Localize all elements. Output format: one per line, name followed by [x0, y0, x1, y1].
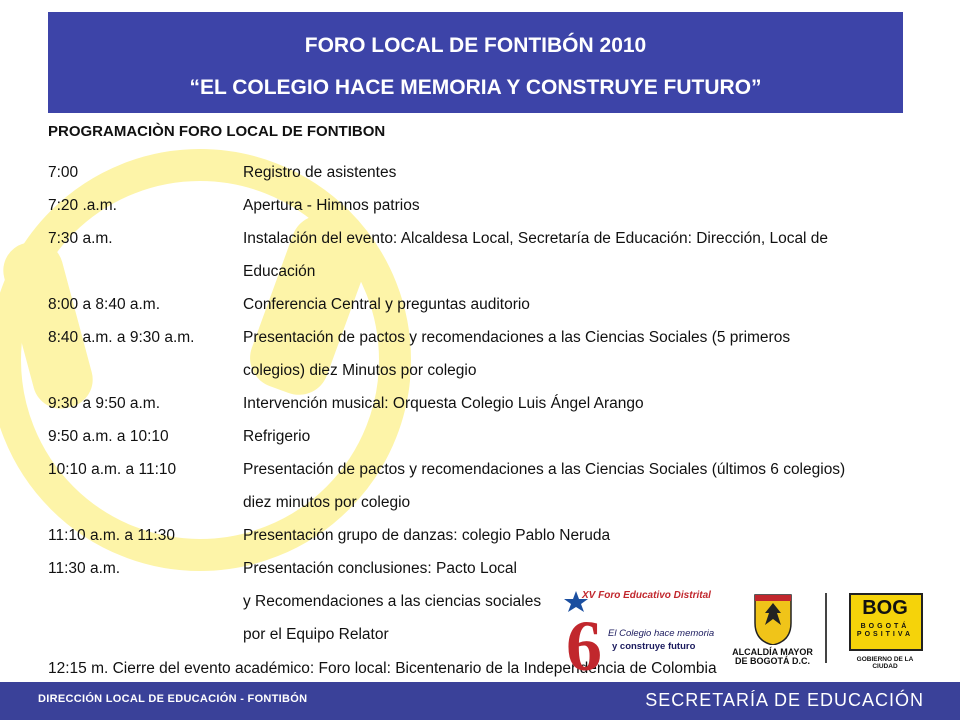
- logo-divider: [825, 593, 827, 663]
- footer-left-text: DIRECCIÓN LOCAL DE EDUCACIÓN - FONTIBÓN: [38, 693, 308, 705]
- schedule-desc-line: Instalación del evento: Alcaldesa Local, Secretaría de Educación: Dirección, Local de: [243, 230, 829, 247]
- schedule-time: 7:20 .a.m.: [48, 197, 117, 214]
- foro-logo-title: XV Foro Educativo Distrital: [582, 590, 711, 601]
- schedule-time: 7:00: [48, 164, 79, 181]
- schedule-desc-line: y Recomendaciones a las ciencias sociales: [243, 593, 542, 610]
- schedule-desc-line: Presentación de pactos y recomendaciones a las Ciencias Sociales (5 primeros: [243, 329, 791, 346]
- bog-wordmark: BOG: [862, 597, 908, 619]
- schedule-desc-line: por el Equipo Relator: [243, 626, 389, 643]
- header-banner: [48, 12, 903, 113]
- closing-line: 12:15 m. Cierre del evento académico: Foro local: Bicentenario de la Independencia de Colombia: [48, 660, 717, 677]
- schedule-desc: [243, 288, 903, 321]
- foro-logo-sub2: y construye futuro: [612, 641, 696, 652]
- footer-right-text: SECRETARÍA DE EDUCACIÓN: [645, 690, 924, 710]
- schedule-desc-line: Intervención musical: Orquesta Colegio Luis Ángel Arango: [243, 395, 644, 412]
- program-schedule: [48, 122, 908, 651]
- schedule-rows: [48, 156, 908, 651]
- schedule-desc-line: Refrigerio: [243, 428, 311, 445]
- bogota-positiva-logo: [845, 593, 925, 673]
- schedule-row: [48, 387, 908, 420]
- schedule-desc-line: Presentación de pactos y recomendaciones a las Ciencias Sociales (últimos 6 colegios): [243, 461, 846, 478]
- schedule-desc-line: Presentación grupo de danzas: colegio Pablo Neruda: [243, 527, 611, 544]
- bog-positiva-text: BOGOTÁ POSITIVA: [856, 623, 914, 638]
- page-title: FORO LOCAL DE FONTIBÓN 2010: [304, 34, 647, 57]
- schedule-desc: [243, 519, 903, 552]
- logo-strip: [560, 585, 940, 675]
- schedule-row: [48, 519, 908, 552]
- schedule-row: [48, 453, 908, 519]
- schedule-desc: [243, 222, 903, 288]
- coat-of-arms-icon: [753, 593, 793, 645]
- foro-logo: [560, 585, 720, 675]
- alcaldia-logo-text: ALCALDÍA MAYOR DE BOGOTÁ D.C.: [732, 647, 813, 666]
- svg-text:6: 6: [566, 606, 602, 675]
- schedule-row: [48, 189, 908, 222]
- program-title: PROGRAMACIÒN FORO LOCAL DE FONTIBON: [48, 123, 386, 140]
- schedule-desc-line: Apertura - Himnos patrios: [243, 197, 420, 214]
- schedule-desc-line: colegios) diez Minutos por colegio: [243, 362, 477, 379]
- gobierno-text: GOBIERNO DE LA CIUDAD: [856, 656, 914, 670]
- schedule-desc-line: Registro de asistentes: [243, 164, 397, 181]
- schedule-desc-line: Presentación conclusiones: Pacto Local: [243, 560, 517, 577]
- schedule-time: 9:30 a 9:50 a.m.: [48, 395, 161, 412]
- schedule-time: 11:30 a.m.: [48, 560, 121, 577]
- schedule-row: [48, 321, 908, 387]
- schedule-desc-line: diez minutos por colegio: [243, 494, 411, 511]
- schedule-desc: [243, 189, 903, 222]
- schedule-row: [48, 288, 908, 321]
- schedule-desc: [243, 453, 903, 519]
- alcaldia-logo: [725, 593, 820, 673]
- schedule-time: 8:40 a.m. a 9:30 a.m.: [48, 329, 195, 346]
- schedule-row: [48, 222, 908, 288]
- schedule-desc-line: Conferencia Central y preguntas auditorio: [243, 296, 530, 313]
- schedule-time: 9:50 a.m. a 10:10: [48, 428, 169, 445]
- page-subtitle: “EL COLEGIO HACE MEMORIA Y CONSTRUYE FUTURO”: [189, 76, 762, 99]
- schedule-row: [48, 156, 908, 189]
- schedule-desc-line: Educación: [243, 263, 316, 280]
- schedule-desc: [243, 156, 903, 189]
- schedule-desc: [243, 321, 903, 387]
- schedule-desc: [243, 387, 903, 420]
- schedule-desc: [243, 420, 903, 453]
- schedule-time: 7:30 a.m.: [48, 230, 113, 247]
- schedule-time: 10:10 a.m. a 11:10: [48, 461, 177, 478]
- schedule-row: [48, 420, 908, 453]
- schedule-time: 11:10 a.m. a 11:30: [48, 527, 175, 544]
- footer-bar: [0, 682, 960, 720]
- foro-logo-sub1: El Colegio hace memoria: [608, 628, 715, 639]
- schedule-time: 8:00 a 8:40 a.m.: [48, 296, 161, 313]
